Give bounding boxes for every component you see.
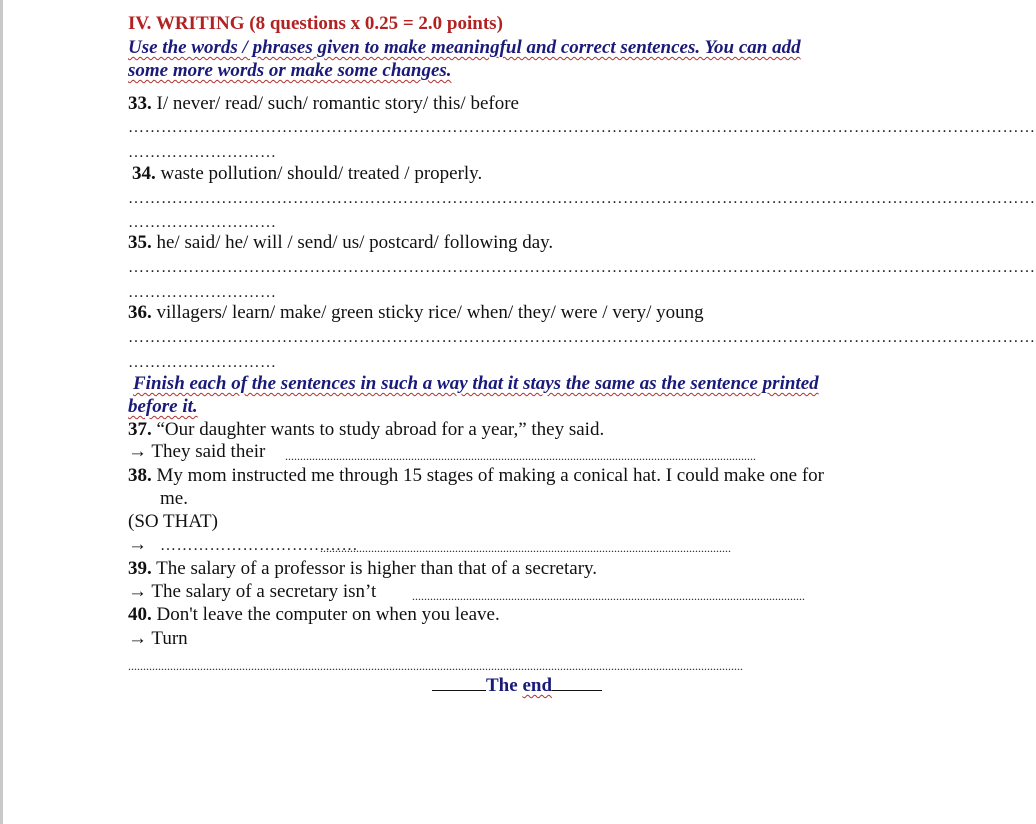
answer-line-continuation[interactable]: ……………………… [128, 284, 277, 301]
question-35 [128, 232, 553, 254]
question-38 [128, 465, 824, 487]
answer-line[interactable]: ............................................................................................................................................................................................................. [128, 659, 743, 673]
question-text: My mom instructed me through 15 stages of making a conical hat. I could make one for [156, 465, 824, 486]
question-text: The salary of a professor is higher than that of a secretary. [156, 558, 598, 579]
question-text: villagers/ learn/ make/ green sticky rice/ when/ they/ were / very/ young [156, 302, 704, 323]
answer-line[interactable]: ………………………………………………………………………………………………………………………………………………… [128, 119, 1036, 136]
answer-line-continuation[interactable]: ……………………… [128, 144, 277, 161]
question-number: 33. [128, 93, 152, 114]
answer-line[interactable]: ………………………………………………………………………………………………………………………………………………… [128, 329, 1036, 346]
question-40 [128, 604, 500, 626]
section-title: IV. WRITING (8 questions x 0.25 = 2.0 points) [128, 13, 503, 34]
the-end-footer [432, 674, 602, 697]
answer-prefix: → Turn [128, 628, 188, 649]
question-number: 39. [128, 558, 152, 579]
question-34 [132, 163, 482, 185]
part2-instruction-line-1: Finish each of the sentences in such a way that it stays the same as the sentence printed [133, 373, 819, 394]
answer-line[interactable]: ……………………………… [160, 537, 358, 554]
question-number: 35. [128, 232, 152, 253]
answer-38-arrow: → [128, 534, 147, 555]
question-text: he/ said/ he/ will / send/ us/ postcard/ following day. [156, 232, 554, 253]
underline-blank [552, 674, 602, 691]
end-text-end: end [522, 675, 553, 696]
question-number: 38. [128, 465, 152, 486]
question-text: Don't leave the computer on when you leave. [156, 604, 500, 625]
answer-line-continuation[interactable]: ……………………… [128, 214, 277, 231]
instruction-line-1: Use the words / phrases given to make meaningful and correct sentences. You can add [128, 37, 801, 58]
question-38-hint: (SO THAT) [128, 511, 218, 532]
question-33 [128, 93, 519, 115]
answer-line[interactable]: ………………………………………………………………………………………………………………………………………………… [128, 190, 1036, 207]
answer-line[interactable]: ................................................................................................................................... [412, 589, 805, 603]
question-39 [128, 558, 597, 580]
part2-instruction-line-2: before it. [128, 396, 198, 417]
answer-line-continuation[interactable]: ……………………… [128, 354, 277, 371]
answer-39 [128, 581, 376, 603]
answer-prefix: → They said their [128, 441, 266, 462]
answer-prefix: → The salary of a secretary isn’t [128, 581, 377, 602]
instruction-line-2: some more words or make some changes. [128, 60, 452, 81]
question-number: 34. [132, 163, 156, 184]
answer-37 [128, 441, 265, 463]
question-number: 40. [128, 604, 152, 625]
question-number: 36. [128, 302, 152, 323]
question-36 [128, 302, 704, 324]
question-37 [128, 419, 604, 441]
answer-line[interactable]: ............................................................................................................................................................. [285, 449, 756, 463]
end-text-the: The [486, 675, 523, 696]
answer-line-continuation[interactable]: ......................................................................................................................................... [320, 541, 731, 555]
question-text: “Our daughter wants to study abroad for a year,” they said. [156, 419, 605, 440]
question-text: I/ never/ read/ such/ romantic story/ this/ before [156, 93, 519, 114]
page-edge [0, 0, 3, 824]
answer-line[interactable]: ………………………………………………………………………………………………………………………………………………… [128, 259, 1036, 276]
question-text: waste pollution/ should/ treated / properly. [160, 163, 483, 184]
question-number: 37. [128, 419, 152, 440]
answer-40 [128, 628, 188, 650]
question-38-continuation: me. [160, 488, 188, 509]
underline-blank [432, 674, 486, 691]
